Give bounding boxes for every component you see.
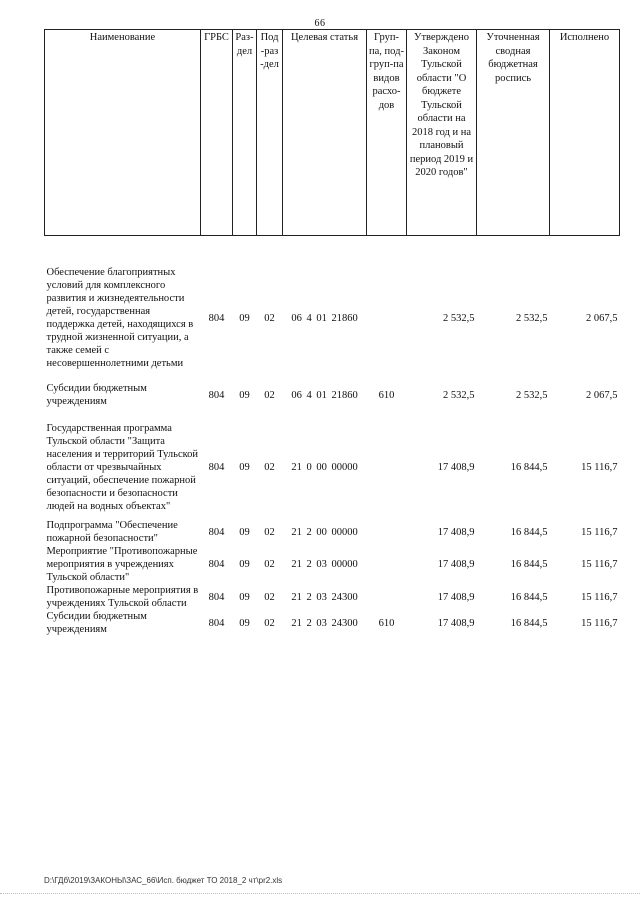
- header-executed: Исполнено: [550, 30, 620, 236]
- row-expense-group: [367, 519, 407, 545]
- row-approved-amount: 17 408,9: [437, 559, 475, 570]
- row-target-article: 06 4 01 21860: [291, 389, 358, 401]
- row-name: Подпрограмма "Обеспечение пожарной безопасности": [46, 520, 178, 544]
- row-target-article: 21 2 03 24300: [291, 617, 358, 629]
- row-target-article: 21 0 00 00000: [291, 462, 358, 473]
- row-refined-amount: 16 844,5: [510, 526, 548, 538]
- row-grbs: 804: [208, 462, 225, 473]
- row-razdel: 09: [239, 389, 250, 401]
- table-row: [45, 545, 620, 584]
- header-group: Груп-па, под-груп-па видов расхо-дов: [367, 30, 407, 236]
- header-grbs: ГРБС: [201, 30, 233, 236]
- table-row: [45, 519, 620, 545]
- row-razdel: 09: [239, 462, 250, 473]
- row-grbs: 804: [208, 389, 225, 401]
- row-podrazdel: 02: [264, 462, 275, 473]
- header-name: Наименование: [45, 30, 201, 236]
- row-executed-amount: 15 116,7: [581, 617, 618, 629]
- row-name: Субсидии бюджетным учреждениям: [46, 611, 147, 635]
- header-approved: Утверждено Законом Тульской области "О бюджете Тульской области на 2018 год и на плановый период 2019 и 2020 годов": [407, 30, 477, 236]
- row-grbs: 804: [208, 559, 225, 570]
- row-name: Государственная программа Тульской области "Защита населения и территорий Тульской области от чрезвычайных ситуаций, обеспечение пожарной безопасности и безопасности людей на водных объектах": [46, 423, 199, 512]
- row-name: Мероприятие "Противопожарные мероприятия в учреждениях Тульской области": [46, 546, 198, 583]
- row-approved-amount: 17 408,9: [437, 462, 475, 473]
- row-approved-amount: 2 532,5: [443, 312, 475, 324]
- table-row: [45, 382, 620, 408]
- page-bottom-edge: [0, 893, 640, 894]
- row-name: Противопожарные мероприятия в учреждениях Тульской области: [46, 585, 199, 609]
- row-podrazdel: 02: [264, 389, 275, 401]
- row-refined-amount: 2 532,5: [516, 312, 548, 324]
- row-refined-amount: 2 532,5: [516, 389, 548, 401]
- footer-file-path: D:\ГДб\2019\ЗАКОНЫ\ЗАС_66\Исп. бюджет ТО 2018_2 чт\pr2.xls: [44, 876, 283, 885]
- row-refined-amount: 16 844,5: [510, 591, 548, 603]
- row-podrazdel: 02: [264, 526, 275, 538]
- table-row: [45, 422, 620, 513]
- row-executed-amount: 15 116,7: [581, 559, 618, 570]
- table-row: [45, 584, 620, 610]
- row-approved-amount: 17 408,9: [437, 526, 475, 538]
- row-executed-amount: 2 067,5: [586, 312, 618, 324]
- row-grbs: 804: [208, 526, 225, 538]
- row-refined-amount: 16 844,5: [510, 559, 548, 570]
- budget-table: [44, 29, 620, 636]
- row-target-article: 21 2 00 00000: [291, 526, 358, 538]
- row-expense-group: [367, 584, 407, 610]
- row-grbs: 804: [208, 591, 225, 603]
- row-expense-group: [367, 422, 407, 513]
- row-executed-amount: 15 116,7: [581, 591, 618, 603]
- table-header: [45, 30, 620, 236]
- row-executed-amount: 15 116,7: [581, 526, 618, 538]
- row-razdel: 09: [239, 591, 250, 603]
- row-grbs: 804: [208, 312, 225, 324]
- row-refined-amount: 16 844,5: [510, 462, 548, 473]
- row-razdel: 09: [239, 559, 250, 570]
- row-expense-group: [367, 545, 407, 584]
- row-podrazdel: 02: [264, 559, 275, 570]
- row-approved-amount: 17 408,9: [437, 591, 475, 603]
- row-expense-group: 610: [378, 389, 395, 401]
- row-podrazdel: 02: [264, 312, 275, 324]
- row-razdel: 09: [239, 617, 250, 629]
- row-razdel: 09: [239, 526, 250, 538]
- header-refined: Уточненная сводная бюджетная роспись: [477, 30, 550, 236]
- header-target: Целевая статья: [283, 30, 367, 236]
- row-razdel: 09: [239, 312, 250, 324]
- row-podrazdel: 02: [264, 617, 275, 629]
- row-expense-group: 610: [378, 617, 395, 629]
- table-body: [45, 236, 620, 637]
- row-name: Субсидии бюджетным учреждениям: [46, 383, 147, 407]
- row-executed-amount: 15 116,7: [581, 462, 618, 473]
- row-grbs: 804: [208, 617, 225, 629]
- row-executed-amount: 2 067,5: [586, 389, 618, 401]
- table-row: [45, 610, 620, 636]
- row-refined-amount: 16 844,5: [510, 617, 548, 629]
- row-expense-group: [367, 266, 407, 370]
- row-name: Обеспечение благоприятных условий для комплексного развития и жизнедеятельности детей, государственная поддержка детей, находящихся в трудной жизненной ситуации, а также семей с несовершеннолетними детьми: [46, 267, 194, 369]
- header-podrazdel: Под-раз-дел: [257, 30, 283, 236]
- table-row: [45, 266, 620, 370]
- row-target-article: 21 2 03 00000: [291, 559, 358, 570]
- row-podrazdel: 02: [264, 591, 275, 603]
- row-approved-amount: 17 408,9: [437, 617, 475, 629]
- row-target-article: 06 4 01 21860: [291, 312, 358, 324]
- page-number: 66: [314, 18, 326, 29]
- header-razdel: Раз-дел: [233, 30, 257, 236]
- row-approved-amount: 2 532,5: [443, 389, 475, 401]
- row-target-article: 21 2 03 24300: [291, 591, 358, 603]
